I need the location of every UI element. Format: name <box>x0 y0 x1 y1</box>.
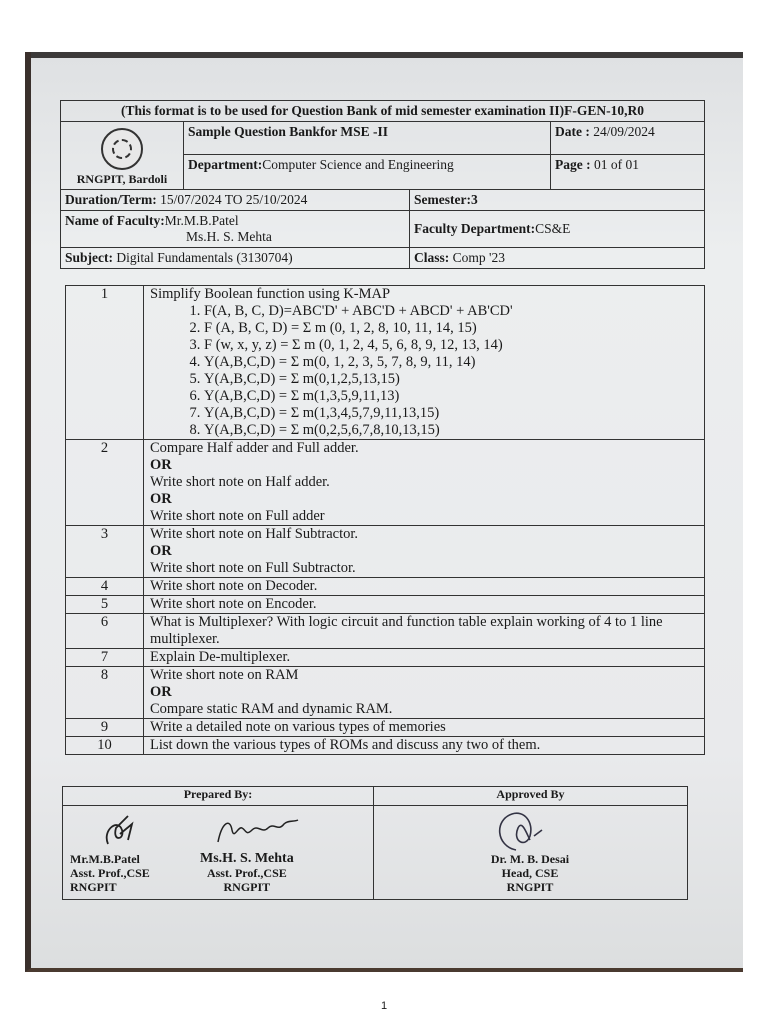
question-bank-sheet <box>60 100 705 755</box>
kmap-function-item: 3. F (w, x, y, z) = Σ m (0, 1, 2, 4, 5, 6, 8, 9, 12, 13, 14) <box>204 337 698 354</box>
faculty-department-label: Faculty Department: <box>414 221 536 236</box>
question-row-7 <box>66 649 705 667</box>
question-row-3 <box>66 526 705 578</box>
signature-table <box>62 786 688 900</box>
approved-by-label: Approved By <box>374 787 688 806</box>
faculty-cell <box>61 211 410 248</box>
question-row-9 <box>66 719 705 737</box>
question-number: 1 <box>66 286 144 440</box>
question-row-6 <box>66 614 705 649</box>
faculty-name-2: Ms.H. S. Mehta <box>186 229 272 244</box>
page-label: Page : <box>555 157 594 172</box>
question-number: 4 <box>66 578 144 596</box>
question-text: Write short note on Full Subtractor. <box>150 560 356 576</box>
department-value: Computer Science and Engineering <box>262 157 454 172</box>
question-text: What is Multiplexer? With logic circuit and function table explain working of 4 to 1 line multiplexer. <box>144 614 705 649</box>
semester-cell <box>410 190 705 211</box>
question-number: 8 <box>66 667 144 719</box>
question-row-4 <box>66 578 705 596</box>
question-number: 10 <box>66 737 144 755</box>
question-text: Compare static RAM and dynamic RAM. <box>150 701 393 717</box>
question-text: Write short note on Full adder <box>150 508 325 524</box>
question-text: Simplify Boolean function using K-MAP <box>150 286 391 302</box>
duration-label: Duration/Term: <box>65 192 161 207</box>
faculty-department-cell <box>410 211 705 248</box>
question-row-1 <box>66 286 705 440</box>
or-label: OR <box>150 684 172 700</box>
kmap-function-item: 6. Y(A,B,C,D) = Σ m(1,3,5,9,11,13) <box>204 388 698 405</box>
semester-label: Semester: <box>414 192 471 207</box>
question-text: Write short note on RAM <box>150 667 299 683</box>
question-text: Write a detailed note on various types of memories <box>144 719 705 737</box>
date-cell <box>551 122 705 155</box>
faculty-department-value: CS&E <box>535 221 571 236</box>
question-number: 2 <box>66 440 144 526</box>
signatory-patel <box>70 852 150 894</box>
question-text: Write short note on Decoder. <box>144 578 705 596</box>
signatory-name: Mr.M.B.Patel <box>70 852 140 866</box>
signatory-desai <box>480 852 580 894</box>
signatory-name: Ms.H. S. Mehta <box>200 851 294 866</box>
page-number: 1 <box>380 1000 388 1012</box>
info-table <box>60 189 705 269</box>
kmap-function-item: 5. Y(A,B,C,D) = Σ m(0,1,2,5,13,15) <box>204 371 698 388</box>
question-text: Compare Half adder and Full adder. <box>150 440 359 456</box>
prepared-by-label: Prepared By: <box>63 787 374 806</box>
institute-name: RNGPIT, Bardoli <box>76 172 168 186</box>
date-value: 24/09/2024 <box>593 124 655 139</box>
subject-label: Subject: <box>65 250 117 265</box>
signatory-name: Dr. M. B. Desai <box>490 852 570 866</box>
page-title: Sample Question Bankfor MSE -II <box>184 122 551 155</box>
faculty-label: Name of Faculty: <box>65 213 165 228</box>
signatory-mehta <box>200 852 294 894</box>
kmap-function-item: 2. F (A, B, C, D) = Σ m (0, 1, 2, 8, 10, 11, 14, 15) <box>204 320 698 337</box>
format-line: (This format is to be used for Question Bank of mid semester examination II)F-GEN-10,R0 <box>61 101 705 122</box>
kmap-function-item: 1. F(A, B, C, D)=ABC'D' + ABC'D + ABCD' + AB'CD' <box>204 303 698 320</box>
subject-value: Digital Fundamentals (3130704) <box>116 250 293 265</box>
question-text: Write short note on Half adder. <box>150 474 330 490</box>
department-label: Department: <box>188 157 263 172</box>
page-value: 01 of 01 <box>593 157 639 172</box>
signature-desai-icon <box>490 806 560 856</box>
kmap-function-item: 8. Y(A,B,C,D) = Σ m(0,2,5,6,7,8,10,13,15) <box>204 422 698 439</box>
signatory-org: RNGPIT <box>223 880 271 894</box>
institute-logo-icon <box>101 128 143 170</box>
duration-cell <box>61 190 410 211</box>
signatory-role: Asst. Prof.,CSE <box>206 866 287 880</box>
question-row-8 <box>66 667 705 719</box>
questions-table <box>65 285 705 755</box>
signature-section <box>62 786 688 900</box>
question-row-5 <box>66 596 705 614</box>
semester-value: 3 <box>470 192 478 207</box>
class-value: Comp '23 <box>452 250 505 265</box>
question-number: 6 <box>66 614 144 649</box>
question-number: 3 <box>66 526 144 578</box>
date-label: Date : <box>555 124 594 139</box>
or-label: OR <box>150 543 172 559</box>
signatory-role: Asst. Prof.,CSE <box>70 866 150 880</box>
department-cell <box>184 155 551 190</box>
header-table <box>60 100 705 190</box>
kmap-function-list <box>150 303 698 439</box>
signature-patel-icon <box>98 810 148 850</box>
signatory-org: RNGPIT <box>506 880 554 894</box>
page-cell <box>551 155 705 190</box>
duration-value: 15/07/2024 TO 25/10/2024 <box>160 192 308 207</box>
question-text: Explain De-multiplexer. <box>144 649 705 667</box>
question-text: Write short note on Half Subtractor. <box>150 526 359 542</box>
class-label: Class: <box>414 250 453 265</box>
subject-cell <box>61 248 410 269</box>
question-number: 7 <box>66 649 144 667</box>
or-label: OR <box>150 457 172 473</box>
question-row-2 <box>66 440 705 526</box>
class-cell <box>410 248 705 269</box>
institute-cell <box>61 122 184 190</box>
or-label: OR <box>150 491 172 507</box>
kmap-function-item: 4. Y(A,B,C,D) = Σ m(0, 1, 2, 3, 5, 7, 8, 9, 11, 14) <box>204 354 698 371</box>
question-text: List down the various types of ROMs and discuss any two of them. <box>144 737 705 755</box>
signatory-org: RNGPIT <box>70 880 117 894</box>
kmap-function-item: 7. Y(A,B,C,D) = Σ m(1,3,4,5,7,9,11,13,15) <box>204 405 698 422</box>
question-text: Write short note on Encoder. <box>144 596 705 614</box>
question-row-10 <box>66 737 705 755</box>
question-number: 9 <box>66 719 144 737</box>
faculty-name-1: Mr.M.B.Patel <box>164 213 239 228</box>
question-number: 5 <box>66 596 144 614</box>
signature-mehta-icon <box>212 812 302 852</box>
signatory-role: Head, CSE <box>501 866 559 880</box>
